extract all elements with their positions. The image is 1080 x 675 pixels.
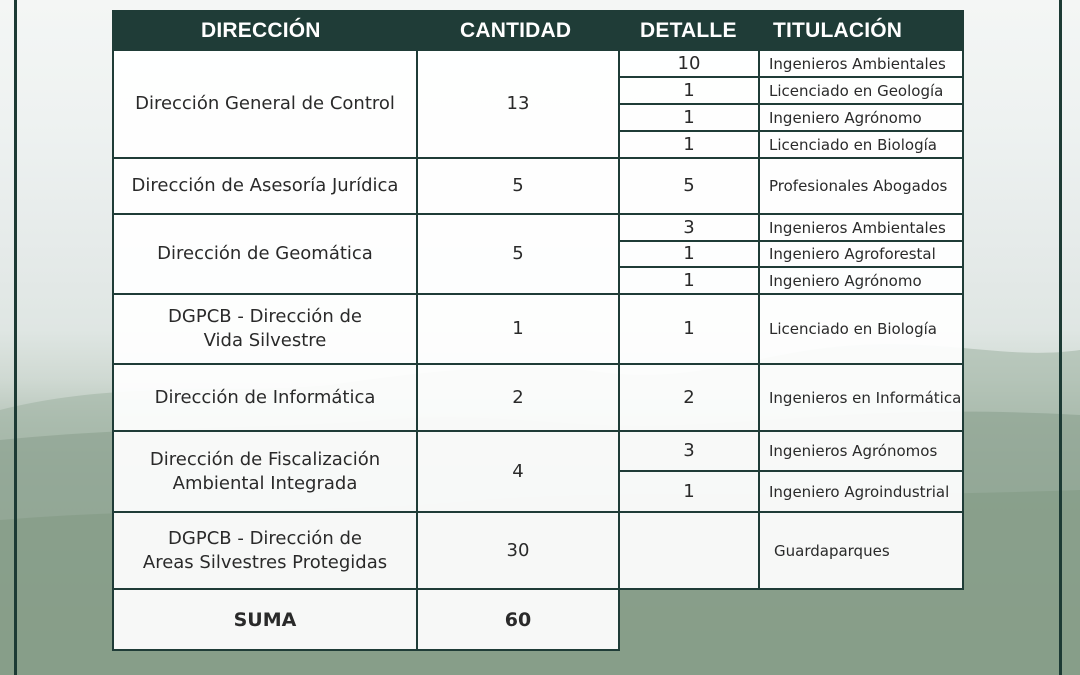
cell-detalle: 10 bbox=[618, 49, 760, 78]
cell-detalle: 5 bbox=[618, 157, 760, 215]
total-label: SUMA bbox=[112, 588, 418, 651]
cell-cantidad: 13 bbox=[416, 49, 620, 159]
cell-titulacion: Licenciado en Geología bbox=[758, 76, 964, 105]
header-titulacion: TITULACIÓN bbox=[773, 19, 903, 42]
cell-direccion bbox=[112, 363, 418, 432]
cell-cantidad: 5 bbox=[416, 157, 620, 215]
cell-direccion bbox=[112, 430, 418, 513]
cell-titulacion: Ingeniero Agrónomo bbox=[758, 266, 964, 295]
total-value: 60 bbox=[416, 588, 620, 651]
direccion-text: Dirección de Informática bbox=[154, 386, 376, 408]
cell-titulacion: Ingenieros Ambientales bbox=[758, 213, 964, 242]
cell-detalle: 1 bbox=[618, 470, 760, 513]
direccion-text: Dirección de Geomática bbox=[157, 243, 373, 264]
cell-titulacion: Ingeniero Agroforestal bbox=[758, 240, 964, 268]
cell-titulacion: Ingeniero Agroindustrial bbox=[758, 470, 964, 513]
cell-detalle: 1 bbox=[618, 240, 760, 268]
cell-titulacion: Licenciado en Biología bbox=[758, 293, 964, 365]
cell-detalle: 1 bbox=[618, 103, 760, 132]
direccion-text: Dirección de Fiscalización Ambiental Integrada bbox=[149, 448, 381, 494]
cell-titulacion: Profesionales Abogados bbox=[758, 157, 964, 215]
cell-cantidad: 1 bbox=[416, 293, 620, 365]
cell-detalle bbox=[618, 511, 760, 590]
cell-cantidad: 5 bbox=[416, 213, 620, 295]
cell-titulacion: Ingenieros Agrónomos bbox=[758, 430, 964, 472]
cell-detalle: 1 bbox=[618, 76, 760, 105]
cell-detalle: 1 bbox=[618, 293, 760, 365]
cell-detalle: 3 bbox=[618, 430, 760, 472]
cell-direccion bbox=[112, 49, 418, 159]
cell-detalle: 3 bbox=[618, 213, 760, 242]
cell-detalle: 1 bbox=[618, 266, 760, 295]
cell-cantidad: 2 bbox=[416, 363, 620, 432]
direccion-text: DGPCB - Dirección de Areas Silvestres Protegidas bbox=[142, 527, 388, 573]
direccion-text: Dirección General de Control bbox=[135, 93, 395, 114]
header-direccion: DIRECCIÓN bbox=[201, 19, 321, 42]
header-cantidad: CANTIDAD bbox=[460, 19, 572, 42]
cell-cantidad: 4 bbox=[416, 430, 620, 513]
direccion-text: Dirección de Asesoría Jurídica bbox=[131, 175, 399, 196]
cell-cantidad: 30 bbox=[416, 511, 620, 590]
cell-direccion bbox=[112, 293, 418, 365]
cell-direccion bbox=[112, 213, 418, 295]
cell-titulacion: Ingenieros Ambientales bbox=[758, 49, 964, 78]
cell-direccion bbox=[112, 157, 418, 215]
cell-detalle: 1 bbox=[618, 130, 760, 159]
cell-detalle: 2 bbox=[618, 363, 760, 432]
cell-direccion bbox=[112, 511, 418, 590]
cell-titulacion: Ingenieros en Informática bbox=[758, 363, 964, 432]
cell-titulacion: Guardaparques bbox=[758, 511, 964, 590]
table-header bbox=[112, 10, 964, 49]
header-detalle: DETALLE bbox=[640, 19, 737, 42]
direccion-text: DGPCB - Dirección de Vida Silvestre bbox=[168, 306, 362, 351]
cell-titulacion: Licenciado en Biología bbox=[758, 130, 964, 159]
cell-titulacion: Ingeniero Agrónomo bbox=[758, 103, 964, 132]
